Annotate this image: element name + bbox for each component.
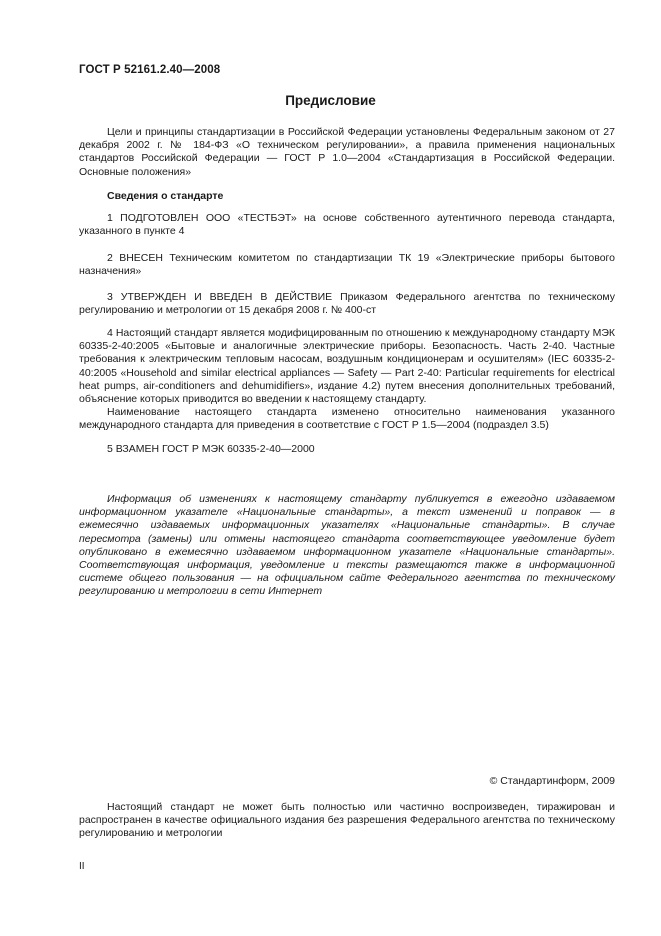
section-heading: Сведения о стандарте bbox=[107, 190, 224, 202]
item-4-rename-note: Наименование настоящего стандарта изменено относительно наименования указанного международного стандарта для приведения в соответствие с ГОСТ Р 1.5—2004 (подраздел 3.5) bbox=[79, 406, 615, 432]
item-5: 5 ВЗАМЕН ГОСТ Р МЭК 60335-2-40—2000 bbox=[107, 443, 315, 455]
intro-paragraph: Цели и принципы стандартизации в Российской Федерации установлены Федеральным законом от 27 декабря 2002 г. № 184-ФЗ «О техническом регулировании», а правила применения национальных стандартов Российской Федерации — ГОСТ Р 1.0—2004 «Стандартизация в Российской Федерации. Основные положения» bbox=[79, 126, 615, 178]
item-4-group bbox=[79, 327, 615, 433]
item-4: 4 Настоящий стандарт является модифицированным по отношению к международному стандарту МЭК 60335-2-40:2005 «Бытовые и аналогичные электрические приборы. Безопасность. Часть 2-40. Частные требования к электрическим тепловым насосам, воздушным кондиционерам и осушителям» (IEC 60335-2-40:2005 «Household and similar electrical appliances — Safety — Part 2-40: Particular requirements for electrical heat pumps, air-conditioners and dehumidifiers», издание 4.2) путем внесения дополнительных требований, объяснение которых приводится во введении к настоящему стандарту. bbox=[79, 327, 615, 406]
item-3: 3 УТВЕРЖДЕН И ВВЕДЕН В ДЕЙСТВИЕ Приказом Федерального агентства по техническому регулированию и метрологии от 15 декабря 2008 г. № 400-ст bbox=[79, 291, 615, 317]
page-number: II bbox=[79, 861, 85, 872]
document-header: ГОСТ Р 52161.2.40—2008 bbox=[79, 64, 221, 76]
item-2: 2 ВНЕСЕН Техническим комитетом по стандартизации ТК 19 «Электрические приборы бытового назначения» bbox=[79, 252, 615, 278]
reproduction-notice: Настоящий стандарт не может быть полностью или частично воспроизведен, тиражирован и распространен в качестве официального издания без разрешения Федерального агентства по техническому регулированию и метрологии bbox=[79, 801, 615, 840]
item-1: 1 ПОДГОТОВЛЕН ООО «ТЕСТБЭТ» на основе собственного аутентичного перевода стандарта, указанного в пункте 4 bbox=[79, 212, 615, 238]
page-title: Предисловие bbox=[285, 93, 376, 108]
copyright: © Стандартинформ, 2009 bbox=[489, 775, 615, 787]
notice-paragraph: Информация об изменениях к настоящему стандарту публикуется в ежегодно издаваемом информационном указателе «Национальные стандарты», а текст изменений и поправок — в ежемесячно издаваемых информационных указателях «Национальные стандарты». В случае пересмотра (замены) или отмены настоящего стандарта соответствующее уведомление будет опубликовано в ежемесячно издаваемом информационном указателе «Национальные стандарты». Соответствующая информация, уведомление и тексты размещаются также в информационной системе общего пользования — на официальном сайте Федерального агентства по техническому регулированию и метрологии в сети Интернет bbox=[79, 493, 615, 598]
